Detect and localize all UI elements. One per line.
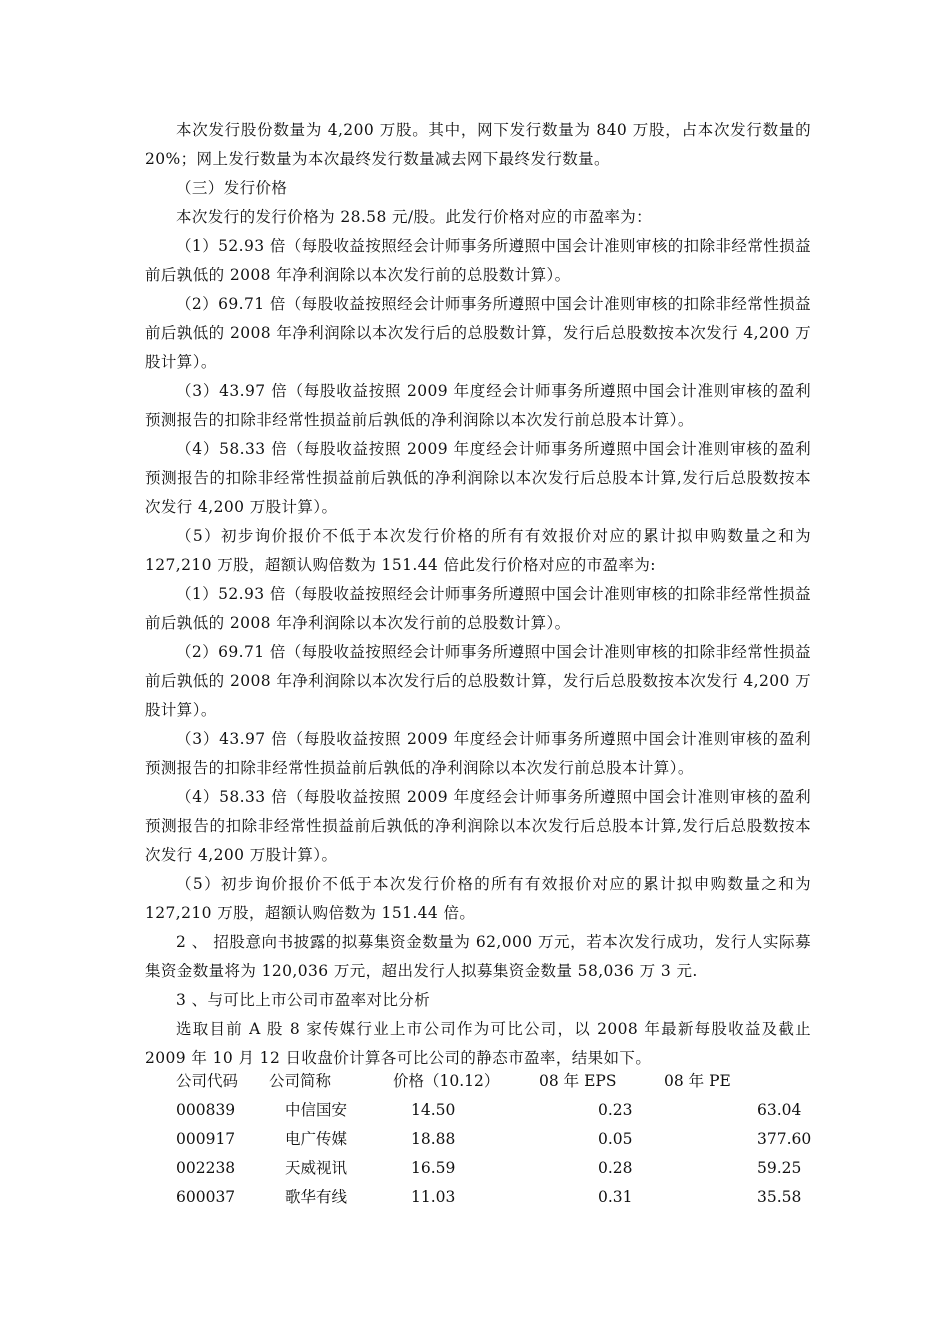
cell-price: 16.59 [411,1159,456,1177]
cell-price: 14.50 [411,1101,456,1119]
section-heading-comparison: 3 、与可比上市公司市盈率对比分析 [176,991,431,1009]
cell-code: 002238 [176,1159,236,1177]
table-row [145,1154,825,1183]
cell-name: 天威视讯 [285,1159,348,1177]
header-price: 价格（10.12） [393,1072,500,1090]
cell-name: 中信国安 [285,1101,348,1119]
cell-name: 电广传媒 [285,1130,348,1148]
cell-eps: 0.05 [598,1130,633,1148]
header-company-name: 公司简称 [269,1072,332,1090]
section-heading-issue-price: （三）发行价格 [176,179,288,197]
paragraph-pe-repeat-1: （1）52.93 倍（每股收益按照经会计师事务所遵照中国会计准则审核的扣除非经常性损益前后孰低的 2008 年净利润除以本次发行前的总股数计算）。 [145,585,811,632]
cell-pe: 63.04 [757,1101,802,1119]
paragraph-pe-item-2: （2）69.71 倍（每股收益按照经会计师事务所遵照中国会计准则审核的扣除非经常性损益前后孰低的 2008 年净利润除以本次发行后的总股数计算，发行后总股数按本次发行 4,200 万股计算）。 [145,295,811,371]
header-eps: 08 年 EPS [539,1072,617,1090]
paragraph-pe-item-4: （4）58.33 倍（每股收益按照 2009 年度经会计师事务所遵照中国会计准则审核的盈利预测报告的扣除非经常性损益前后孰低的净利润除以本次发行后总股本计算,发行后总股数按本次发行 4,200 万股计算）。 [145,440,811,516]
cell-eps: 0.31 [598,1188,633,1206]
paragraph-pe-item-1: （1）52.93 倍（每股收益按照经会计师事务所遵照中国会计准则审核的扣除非经常性损益前后孰低的 2008 年净利润除以本次发行前的总股数计算）。 [145,237,811,284]
cell-code: 600037 [176,1188,236,1206]
cell-code: 000917 [176,1130,236,1148]
paragraph-comparison-intro: 选取目前 A 股 8 家传媒行业上市公司作为可比公司，以 2008 年最新每股收益及截止 2009 年 10 月 12 日收盘价计算各可比公司的静态市盈率，结果如下。 [145,1020,811,1067]
paragraph-pe-repeat-5: （5）初步询价报价不低于本次发行价格的所有有效报价对应的累计拟申购数量之和为 127,210 万股，超额认购倍数为 151.44 倍。 [145,875,811,922]
table-row [145,1183,825,1212]
cell-pe: 59.25 [757,1159,802,1177]
paragraph-pe-item-3: （3）43.97 倍（每股收益按照 2009 年度经会计师事务所遵照中国会计准则审核的盈利预测报告的扣除非经常性损益前后孰低的净利润除以本次发行前总股本计算）。 [145,382,811,429]
header-pe: 08 年 PE [664,1072,731,1090]
paragraph-fundraising: 2 、 招股意向书披露的拟募集资金数量为 62,000 万元，若本次发行成功，发行人实际募集资金数量将为 120,036 万元，超出发行人拟募集资金数量 58,036 万 3 元. [145,933,811,980]
cell-eps: 0.23 [598,1101,633,1119]
paragraph-pe-repeat-4: （4）58.33 倍（每股收益按照 2009 年度经会计师事务所遵照中国会计准则审核的盈利预测报告的扣除非经常性损益前后孰低的净利润除以本次发行后总股本计算,发行后总股数按本次发行 4,200 万股计算）。 [145,788,811,864]
table-row [145,1125,825,1154]
paragraph-pe-item-5: （5）初步询价报价不低于本次发行价格的所有有效报价对应的累计拟申购数量之和为 127,210 万股，超额认购倍数为 151.44 倍此发行价格对应的市盈率为: [145,527,811,574]
cell-name: 歌华有线 [285,1188,348,1206]
cell-pe: 35.58 [757,1188,802,1206]
cell-price: 11.03 [411,1188,456,1206]
paragraph-issue-price: 本次发行的发行价格为 28.58 元/股。此发行价格对应的市盈率为： [176,208,653,226]
cell-price: 18.88 [411,1130,456,1148]
paragraph-share-count: 本次发行股份数量为 4,200 万股。其中，网下发行数量为 840 万股，占本次发行数量的 20%；网上发行数量为本次最终发行数量减去网下最终发行数量。 [145,121,811,168]
table-row [145,1096,825,1125]
paragraph-pe-repeat-3: （3）43.97 倍（每股收益按照 2009 年度经会计师事务所遵照中国会计准则审核的盈利预测报告的扣除非经常性损益前后孰低的净利润除以本次发行前总股本计算）。 [145,730,811,777]
header-company-code: 公司代码 [176,1072,239,1090]
cell-eps: 0.28 [598,1159,633,1177]
paragraph-pe-repeat-2: （2）69.71 倍（每股收益按照经会计师事务所遵照中国会计准则审核的扣除非经常性损益前后孰低的 2008 年净利润除以本次发行后的总股数计算，发行后总股数按本次发行 4,200 万股计算）。 [145,643,811,719]
comparable-companies-table [145,1067,825,1212]
cell-pe: 377.60 [757,1130,812,1148]
table-header-row [145,1067,825,1096]
cell-code: 000839 [176,1101,236,1119]
